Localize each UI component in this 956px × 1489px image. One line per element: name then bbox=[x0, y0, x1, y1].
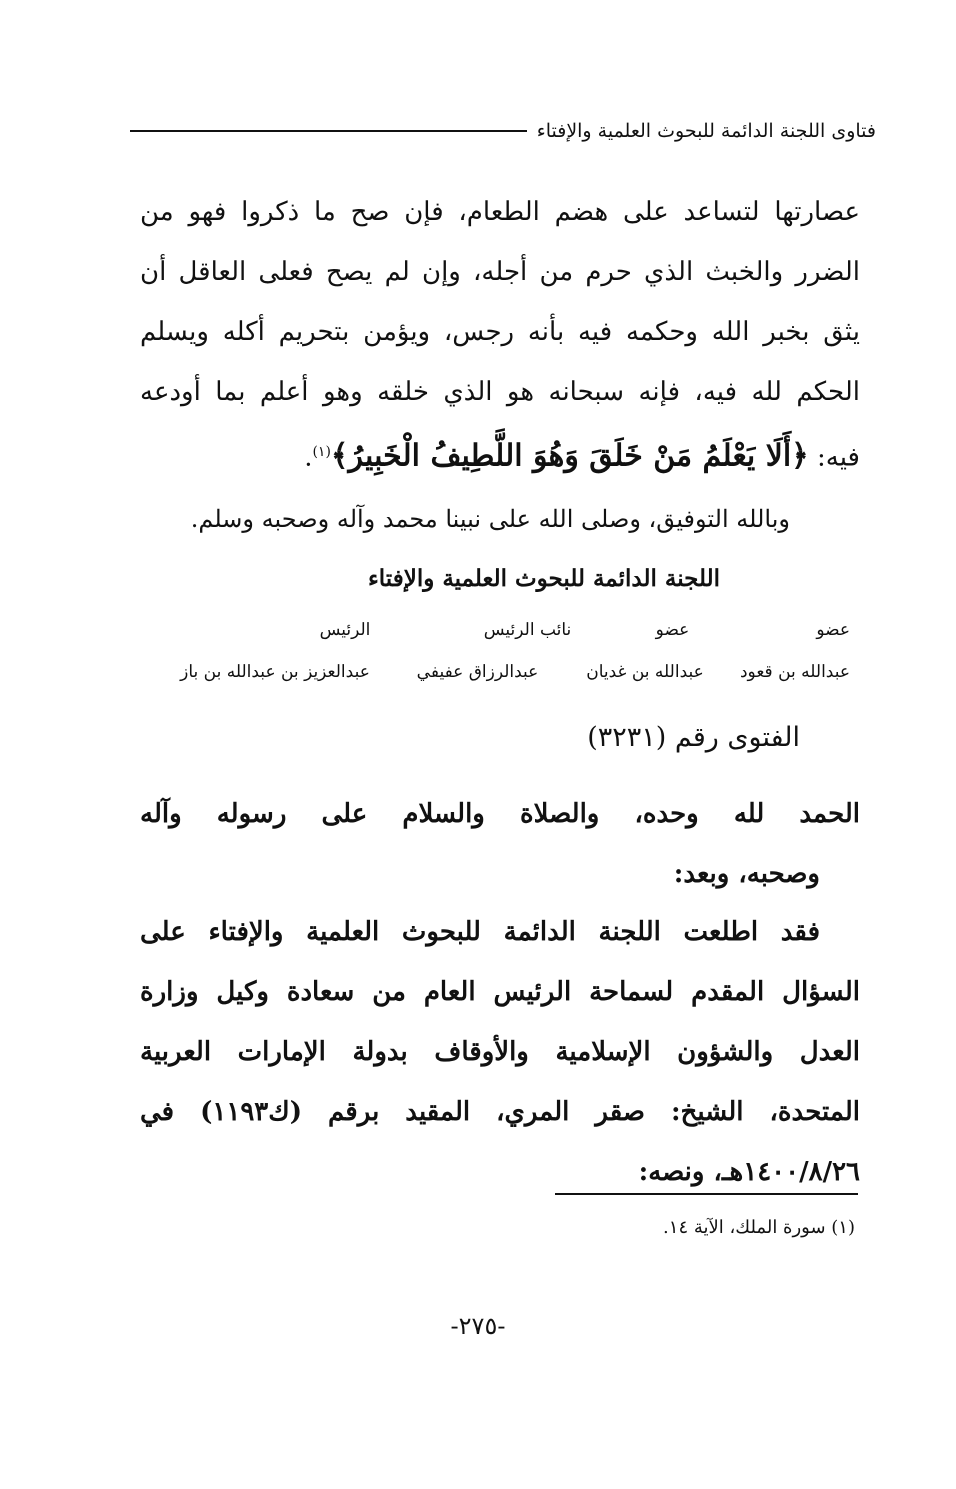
signatory-role: الرئيس bbox=[319, 620, 371, 640]
paragraph-1-line: عصارتها لتساعد على هضم الطعام، فإن صح ما ذكروا فهو من bbox=[140, 197, 860, 227]
signatory-names bbox=[150, 662, 850, 682]
paragraph-3 bbox=[140, 902, 860, 1202]
paragraph-2-line: الحمد لله وحده، والصلاة والسلام على رسوله وآله bbox=[140, 799, 860, 829]
paragraph-3-line: العدل والشؤون الإسلامية والأوقاف بدولة الإمارات العربية bbox=[140, 1037, 860, 1067]
verse-intro: فيه: bbox=[817, 442, 860, 473]
paragraph-1-line: الضرر والخبث الذي حرم من أجله، وإن لم يصح فعلى العاقل أن bbox=[140, 257, 860, 287]
signatory-name: عبدالله بن غديان bbox=[586, 662, 704, 682]
paragraph-1-last-line bbox=[140, 422, 860, 488]
signatory-roles bbox=[150, 620, 850, 640]
footnote-marker: (١) bbox=[312, 444, 331, 460]
paragraph-3-line: السؤال المقدم لسماحة الرئيس العام من سعادة وكيل وزارة bbox=[140, 977, 860, 1007]
signatory-role: عضو bbox=[816, 620, 850, 640]
signatory-role: نائب الرئيس bbox=[483, 620, 572, 640]
paragraph-2-line: وصحبه، وبعد: bbox=[673, 859, 820, 889]
paragraph-3-line: ١٤٠٠/٨/٢٦هـ، ونصه: bbox=[638, 1157, 860, 1187]
signatory-name: عبدالعزيز بن عبدالله بن باز bbox=[180, 662, 370, 682]
paragraph-2 bbox=[140, 784, 860, 904]
committee-name: اللجنة الدائمة للبحوث العلمية والإفتاء bbox=[367, 565, 720, 592]
running-title: فتاوى اللجنة الدائمة للبحوث العلمية والإفتاء bbox=[536, 120, 876, 142]
header-rule bbox=[130, 130, 527, 132]
paragraph-3-line: فقد اطلعت اللجنة الدائمة للبحوث العلمية والإفتاء على bbox=[140, 917, 820, 947]
running-header bbox=[130, 120, 876, 142]
page-number: -٢٧٥- bbox=[450, 1312, 506, 1340]
fatwa-title: الفتوى رقم (٣٢٣١) bbox=[587, 722, 800, 753]
paragraph-1-line: الحكم لله فيه، فإنه سبحانه هو الذي خلقه وهو أعلم بما أودعه bbox=[140, 377, 860, 407]
footnote-rule bbox=[555, 1193, 858, 1195]
signatory-role: عضو bbox=[655, 620, 690, 640]
quran-verse: ﴿أَلَا يَعْلَمُ مَنْ خَلَقَ وَهُوَ اللَّطِيفُ الْخَبِيرُ﴾ bbox=[330, 438, 809, 474]
paragraph-1-line: يثق بخبر الله وحكمه فيه بأنه رجس، ويؤمن بتحريم أكله ويسلم bbox=[140, 317, 860, 347]
paragraph-1 bbox=[140, 182, 860, 488]
paragraph-3-line: المتحدة، الشيخ: صقر المري، المقيد برقم (ك١١٩٣) في bbox=[140, 1097, 860, 1127]
signatory-name: عبدالله بن قعود bbox=[739, 662, 850, 682]
footnote: (١) سورة الملك، الآية ١٤. bbox=[663, 1217, 855, 1238]
verse-period: . bbox=[304, 442, 313, 473]
signatory-name: عبدالرزاق عفيفي bbox=[416, 662, 539, 682]
closing-line: وبالله التوفيق، وصلى الله على نبينا محمد وآله وصحبه وسلم. bbox=[190, 505, 790, 533]
